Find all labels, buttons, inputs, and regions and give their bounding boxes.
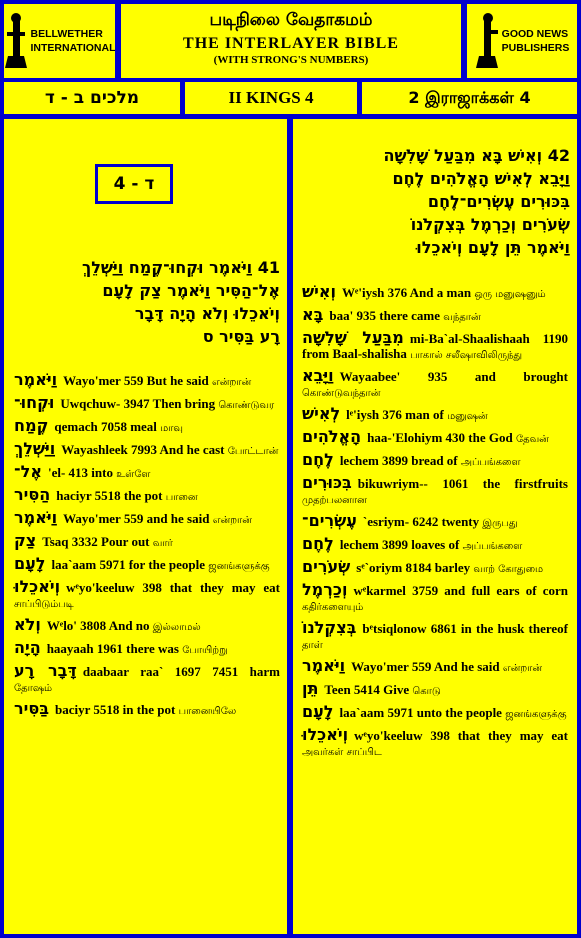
- tamil-gloss: தேவன்: [515, 434, 549, 445]
- gloss: Teen 5414 Give: [324, 682, 410, 697]
- tamil-gloss: கொண்டுவந்தான்: [302, 388, 381, 399]
- gloss: Wayaabee' 935 and brought: [339, 369, 568, 384]
- tamil-gloss: வார்: [152, 538, 173, 549]
- gloss: mi-Ba`al-Shaalishaah 1190 from Baal-shalisha: [302, 331, 569, 361]
- hebrew-word: וְכַרְמֶל: [302, 580, 348, 599]
- verse-line: וְיֹאכֵלוּ וְלֹא הָיָה דָּבָר: [134, 304, 280, 323]
- list-item: [302, 704, 568, 722]
- hebrew-word: לְאִישׁ: [302, 404, 341, 423]
- book-hebrew: [4, 82, 180, 114]
- list-item: [302, 536, 568, 554]
- gloss: qemach 7058 meal: [54, 419, 157, 434]
- gloss: baa' 935 there came: [329, 308, 441, 323]
- hebrew-word: צַק: [14, 531, 37, 550]
- left-entries: [14, 372, 280, 724]
- book-hebrew-label: מלכים ב - ד: [44, 88, 140, 108]
- left-verse-text: [12, 256, 280, 348]
- gloss: laa`aam 5971 for the people: [51, 557, 206, 572]
- right-logo-line1: GOOD NEWS: [501, 28, 569, 40]
- hebrew-word: קֶמַח: [14, 416, 49, 435]
- right-verse-text: [300, 144, 570, 259]
- gloss: Wayo'mer 559 But he said: [63, 373, 209, 388]
- list-item: [302, 658, 568, 676]
- gloss: wᵉkarmel 3759 and full ears of corn: [353, 583, 568, 598]
- hebrew-word: שְׂעֹרִים: [302, 557, 351, 576]
- hebrew-word: וַיָּבֵא: [302, 366, 334, 385]
- tamil-gloss: இருபது: [482, 518, 518, 529]
- gloss: laa`aam 5971 unto the people: [339, 705, 502, 720]
- list-item: [14, 441, 280, 459]
- verse-line: רָע בַּסִּיר ס: [202, 327, 280, 346]
- hebrew-word: הָיָה: [14, 638, 41, 657]
- tamil-gloss: உள்ளே: [116, 469, 151, 480]
- right-logo-line2: PUBLISHERS: [501, 42, 570, 54]
- chapter-label: [95, 164, 173, 204]
- gloss: Tsaq 3332 Pour out: [42, 534, 150, 549]
- tamil-gloss: மனுஷன்: [447, 411, 488, 422]
- gloss: bikuwriym-- 1061 the firstfruits: [357, 476, 568, 491]
- book-english: [185, 82, 357, 114]
- hebrew-word: אֶל־: [14, 462, 42, 481]
- tamil-gloss: ஜனங்களுக்கு: [208, 561, 270, 572]
- good-news-logo: [467, 4, 577, 78]
- list-item: [14, 510, 280, 528]
- tamil-gloss: இல்லாமல்: [152, 622, 201, 633]
- verse-line: שְׂעֹרִים וְכַרְמֶל בְּצִקְלֹנוֹ: [410, 215, 570, 234]
- hebrew-word: לֶחֶם: [302, 534, 334, 553]
- sheep-icon: [4, 12, 28, 70]
- gloss: Wᵉlo' 3808 And no: [46, 618, 150, 633]
- hebrew-word: בַּסִּיר: [14, 699, 49, 718]
- gloss: lechem 3899 loaves of: [339, 537, 460, 552]
- list-item: [14, 617, 280, 635]
- hebrew-word: עֶשְׂרִים־: [302, 511, 357, 530]
- gloss: daabaar raa` 1697 7451 harm: [82, 664, 280, 679]
- hebrew-word: וְאִישׁ: [302, 282, 336, 301]
- gloss: `esriym- 6242 twenty: [362, 514, 480, 529]
- list-item: [302, 406, 568, 424]
- list-item: [302, 513, 568, 531]
- gloss: bᵉtsiqlonow 6861 in the husk thereof: [362, 621, 568, 636]
- gloss: baciyr 5518 in the pot: [54, 702, 176, 717]
- chapter-label-text: ד - 4: [113, 174, 155, 194]
- gloss: lechem 3899 bread of: [339, 453, 458, 468]
- hebrew-word: וְלֹא: [14, 615, 41, 634]
- tamil-gloss: அப்பங்களை: [460, 457, 521, 468]
- list-item: [14, 701, 280, 719]
- book-english-label: II KINGS 4: [228, 88, 314, 107]
- gloss: 'el- 413 into: [47, 465, 113, 480]
- tamil-gloss: என்றான்: [212, 515, 252, 526]
- tamil-gloss: ஒரு மனுஷனும்: [474, 289, 546, 300]
- hebrew-word: לֶחֶם: [302, 450, 334, 469]
- list-item: [302, 475, 568, 508]
- list-item: [14, 418, 280, 436]
- list-item: [302, 284, 568, 302]
- hebrew-word: וַיֹּאמֶר: [14, 508, 58, 527]
- title-english: THE INTERLAYER BIBLE: [183, 35, 399, 52]
- gloss: wᵉyo'keeluw 398 that they may eat: [66, 580, 280, 595]
- list-item: [14, 640, 280, 658]
- gloss: Wᵉ'iysh 376 And a man: [341, 285, 472, 300]
- list-item: [14, 533, 280, 551]
- list-item: [14, 487, 280, 505]
- verse-line: וַיָּבֵא לְאִישׁ הָאֱלֹהִים לֶחֶם: [392, 169, 570, 188]
- tamil-gloss: கொண்டுவர: [218, 400, 275, 411]
- right-entries: [302, 284, 568, 765]
- list-item: [14, 663, 280, 696]
- title-subtitle: (WITH STRONG'S NUMBERS): [213, 54, 369, 66]
- tamil-gloss: பானை: [165, 492, 198, 503]
- tamil-gloss: பாகால் சலீஷாவிலிருந்து: [410, 350, 523, 361]
- tamil-gloss: போயிற்று: [182, 645, 228, 656]
- gloss: wᵉyo'keeluw 398 that they may eat: [354, 728, 568, 743]
- list-item: [302, 429, 568, 447]
- left-logo-line1: BELLWETHER: [30, 28, 103, 40]
- hebrew-word: לָעָם: [14, 554, 46, 573]
- gloss: Wayo'mer 559 and he said: [63, 511, 210, 526]
- tamil-gloss: வந்தான்: [443, 312, 481, 323]
- tamil-gloss: ஜனங்களுக்கு: [505, 709, 567, 720]
- tamil-gloss: முதற்பலனான: [302, 495, 367, 506]
- tamil-gloss: தோஷம்: [14, 683, 53, 694]
- tamil-gloss: வாற் கோதுமை: [473, 564, 544, 575]
- hebrew-word: הַסִּיר: [14, 485, 51, 504]
- list-item: [14, 395, 280, 413]
- left-logo-line2: INTERNATIONAL: [30, 42, 115, 54]
- tamil-gloss: என்றான்: [502, 663, 543, 674]
- tamil-gloss: என்றான்: [211, 377, 252, 388]
- tamil-gloss: அப்பங்களை: [462, 541, 523, 552]
- list-item: [302, 582, 568, 615]
- gloss: Wayashleek 7993 And he cast: [61, 442, 225, 457]
- hebrew-word: לָעָם: [302, 702, 334, 721]
- book-tamil-label: 2 இராஜாக்கள் 4: [408, 87, 531, 107]
- tamil-gloss: மாவு: [160, 423, 183, 434]
- title-tamil: படிநிலை வேதாகமம்: [209, 10, 373, 30]
- tamil-gloss: சாப்பிடும்படி: [14, 599, 74, 610]
- list-item: [302, 559, 568, 577]
- book-tamil: [362, 82, 577, 114]
- tamil-gloss: கொடு: [412, 686, 441, 697]
- gloss: haayaah 1961 there was: [46, 641, 179, 656]
- list-item: [14, 464, 280, 482]
- tamil-gloss: பானையிலே: [178, 706, 237, 717]
- gloss: Wayo'mer 559 And he said: [351, 659, 500, 674]
- hebrew-word: תֵּן: [302, 679, 319, 698]
- hebrew-word: וּקְחוּ־: [14, 393, 55, 412]
- verse-line: 41 וַיֹּאמֶר וּקְחוּ־קֶמַח וַיַּשְׁלֵךְ: [81, 258, 280, 277]
- list-item: [302, 307, 568, 325]
- hebrew-word: וְיֹאכֵלוּ: [14, 577, 61, 596]
- hebrew-word: וַיֹּאמֶר: [14, 370, 58, 389]
- hebrew-word: דָּבָר רָע: [14, 661, 77, 680]
- gloss: haa-'Elohiym 430 the God: [367, 430, 513, 445]
- hebrew-word: וַיֹּאמֶר: [302, 656, 346, 675]
- list-item: [302, 452, 568, 470]
- tamil-gloss: போட்டான்: [227, 446, 279, 457]
- title-block: [121, 4, 461, 78]
- gloss: lᵉ'iysh 376 man of: [346, 407, 444, 422]
- list-item: [302, 368, 568, 401]
- list-item: [302, 620, 568, 653]
- hebrew-word: בָּא: [302, 305, 324, 324]
- verse-line: 42 וְאִישׁ בָּא מִבַּעַל שָׁלִשָׁה: [383, 146, 570, 165]
- tamil-gloss: கதிர்களையும்: [302, 602, 364, 613]
- tamil-gloss: தாள்: [302, 640, 323, 651]
- bellwether-logo: [4, 4, 115, 78]
- hebrew-word: מִבַּעַל שָׁלִשָׁה: [302, 328, 404, 347]
- hebrew-word: וַיַּשְׁלֵךְ: [14, 439, 56, 458]
- hebrew-word: בִּכּוּרִים: [302, 473, 352, 492]
- gloss: sᵉ`oriym 8184 barley: [356, 560, 471, 575]
- list-item: [302, 681, 568, 699]
- tamil-gloss: அவர்கள் சாப்பிட: [302, 747, 382, 758]
- sower-icon: [475, 12, 499, 70]
- list-item: [302, 727, 568, 760]
- verse-line: אֶל־הַסִּיר וַיֹּאמֶר צַק לָעָם: [102, 281, 280, 300]
- hebrew-word: בְּצִקְלֹנוֹ: [302, 618, 357, 637]
- gloss: haciyr 5518 the pot: [56, 488, 163, 503]
- hebrew-word: הָאֱלֹהִים: [302, 427, 362, 446]
- list-item: [302, 330, 568, 363]
- gloss: Uwqchuw- 3947 Then bring: [60, 396, 216, 411]
- verse-line: וַיֹּאמֶר תֵּן לָעָם וְיֹאכֵלוּ: [416, 238, 570, 257]
- hebrew-word: וְיֹאכֵלוּ: [302, 725, 349, 744]
- list-item: [14, 372, 280, 390]
- list-item: [14, 556, 280, 574]
- list-item: [14, 579, 280, 612]
- verse-line: בִּכּוּרִים עֶשְׂרִים־לֶחֶם: [427, 192, 570, 211]
